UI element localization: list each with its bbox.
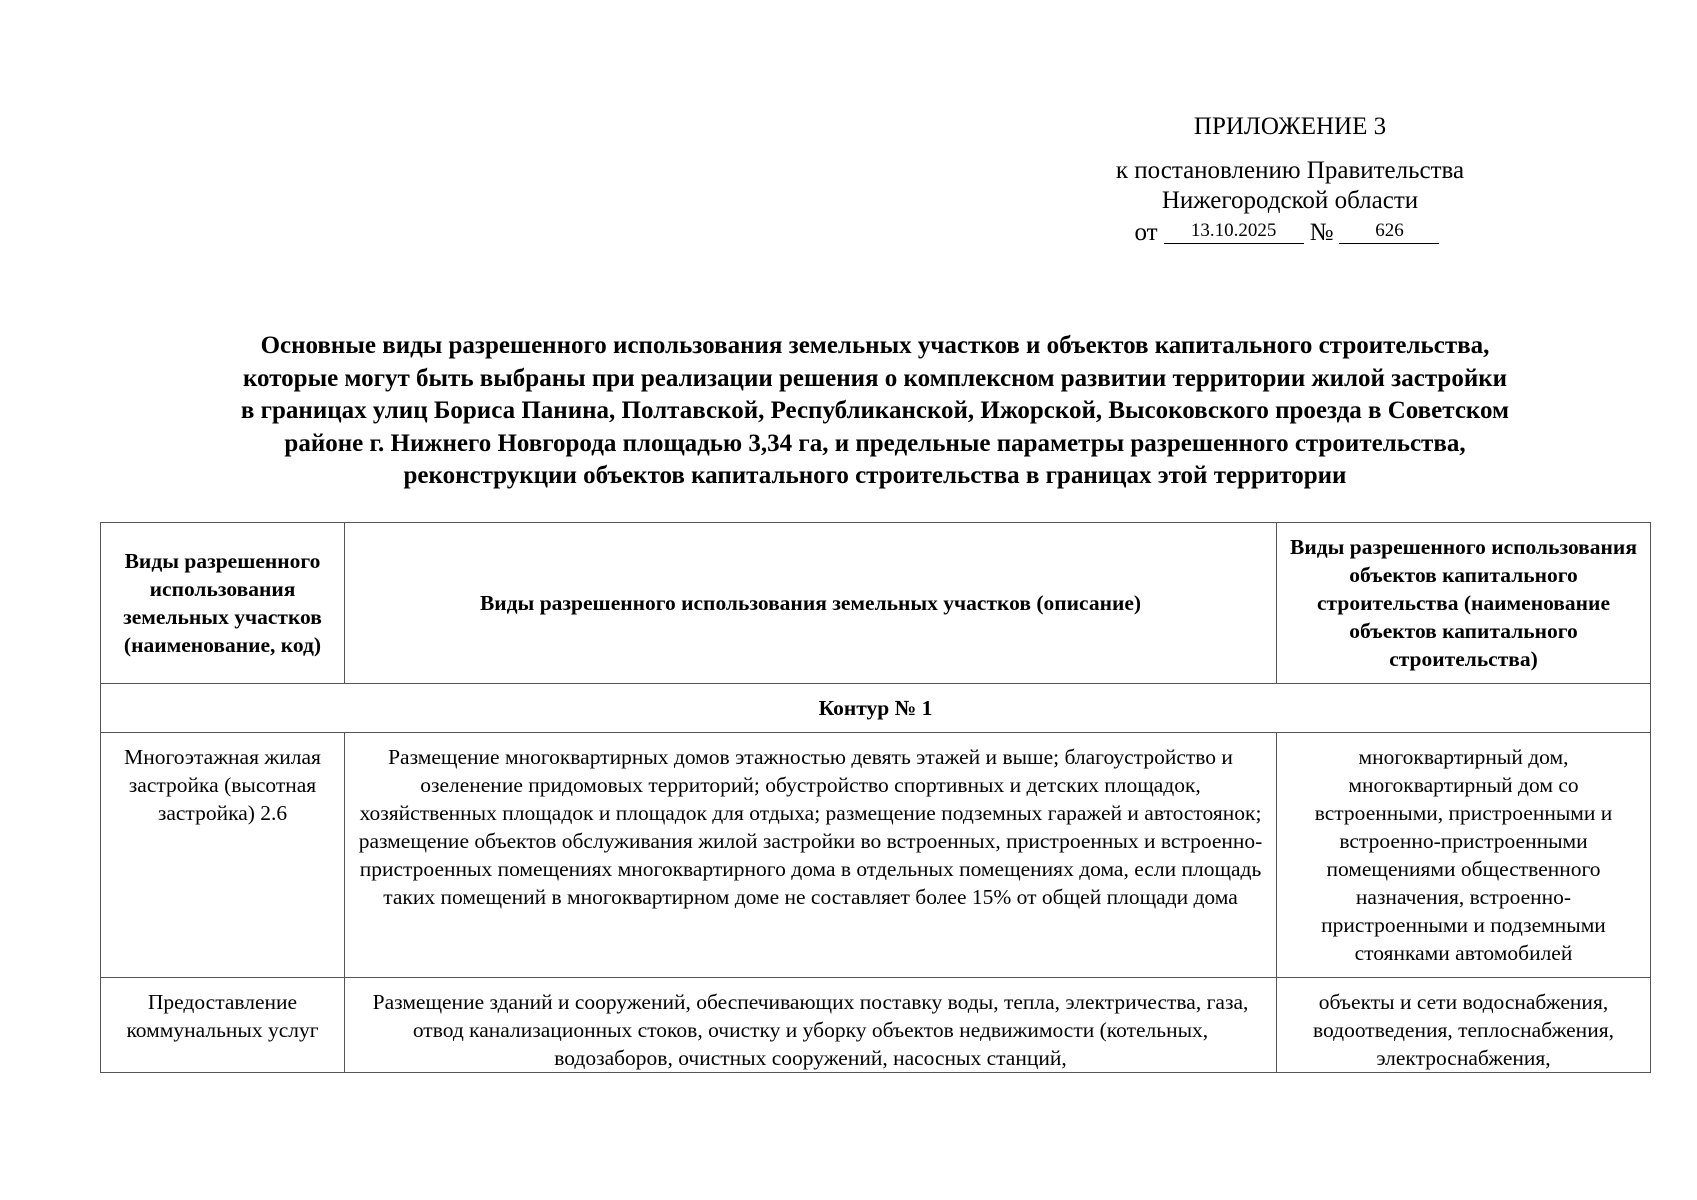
construction-objects-cell: многоквартирный дом, многоквартирный дом со встроенными, пристроенными и встроенно-пристроенными помещениями общественного назначения, встроенно-пристроенными и подземными стоянками автомобилей [1277, 733, 1651, 978]
document-title [100, 330, 1650, 493]
number-sign: № [1309, 219, 1334, 246]
resolution-line: к постановлению Правительства [1115, 157, 1465, 184]
title-line: в границах улиц Бориса Панина, Полтавской, Республиканской, Ижорской, Высоковского проезда в Советском [240, 397, 1510, 424]
land-use-name-cell: Многоэтажная жилая застройка (высотная застройка) 2.6 [101, 733, 345, 978]
header-land-use-description: Виды разрешенного использования земельных участков (описание) [345, 523, 1277, 684]
title-line: Основные виды разрешенного использования земельных участков и объектов капитального строительства, [260, 332, 1490, 359]
header-land-use-name: Виды разрешенного использования земельных участков (наименование, код) [101, 523, 345, 684]
appendix-header [1080, 112, 1500, 248]
land-use-table [100, 522, 1651, 1073]
header-construction-objects: Виды разрешенного использования объектов капитального строительства (наименование объектов капитального строительства) [1277, 523, 1651, 684]
table-row [101, 733, 1651, 978]
from-label: от [1134, 219, 1158, 246]
resolution-number: 626 [1339, 219, 1439, 244]
title-line: районе г. Нижнего Новгорода площадью 3,34 га, и предельные параметры разрешенного строительства, [284, 429, 1466, 457]
contour-row [101, 684, 1651, 733]
title-line: которые могут быть выбраны при реализации решения о комплексном развитии территории жилой застройки [242, 364, 1508, 392]
construction-objects-cell: объекты и сети водоснабжения, водоотведения, теплоснабжения, электроснабжения, [1277, 978, 1651, 1073]
appendix-title: ПРИЛОЖЕНИЕ 3 [1193, 113, 1387, 140]
table-header-row [101, 523, 1651, 684]
land-use-name-cell: Предоставление коммунальных услуг [101, 978, 345, 1073]
land-use-description-cell: Размещение зданий и сооружений, обеспечивающих поставку воды, тепла, электричества, газа, отвод канализационных стоков, очистку и уборку объектов недвижимости (котельных, водозаборов, очистных сооружений, насосных станций, [345, 978, 1277, 1073]
table-row [101, 978, 1651, 1073]
resolution-date: 13.10.2025 [1164, 219, 1304, 244]
contour-label: Контур № 1 [101, 684, 1651, 733]
title-line: реконструкции объектов капитального строительства в границах этой территории [403, 462, 1347, 489]
region-line: Нижегородской области [1161, 187, 1419, 214]
date-number-line [1080, 218, 1500, 248]
land-use-description-cell: Размещение многоквартирных домов этажностью девять этажей и выше; благоустройство и озеленение придомовых территорий; обустройство спортивных и детских площадок, хозяйственных площадок и площадок для отдыха; размещение подземных гаражей и автостоянок; размещение объектов обслуживания жилой застройки во встроенных, пристроенных и встроенно-пристроенных помещениях многоквартирного дома в отдельных помещениях дома, если площадь таких помещений в многоквартирном доме не составляет более 15% от общей площади дома [345, 733, 1277, 978]
